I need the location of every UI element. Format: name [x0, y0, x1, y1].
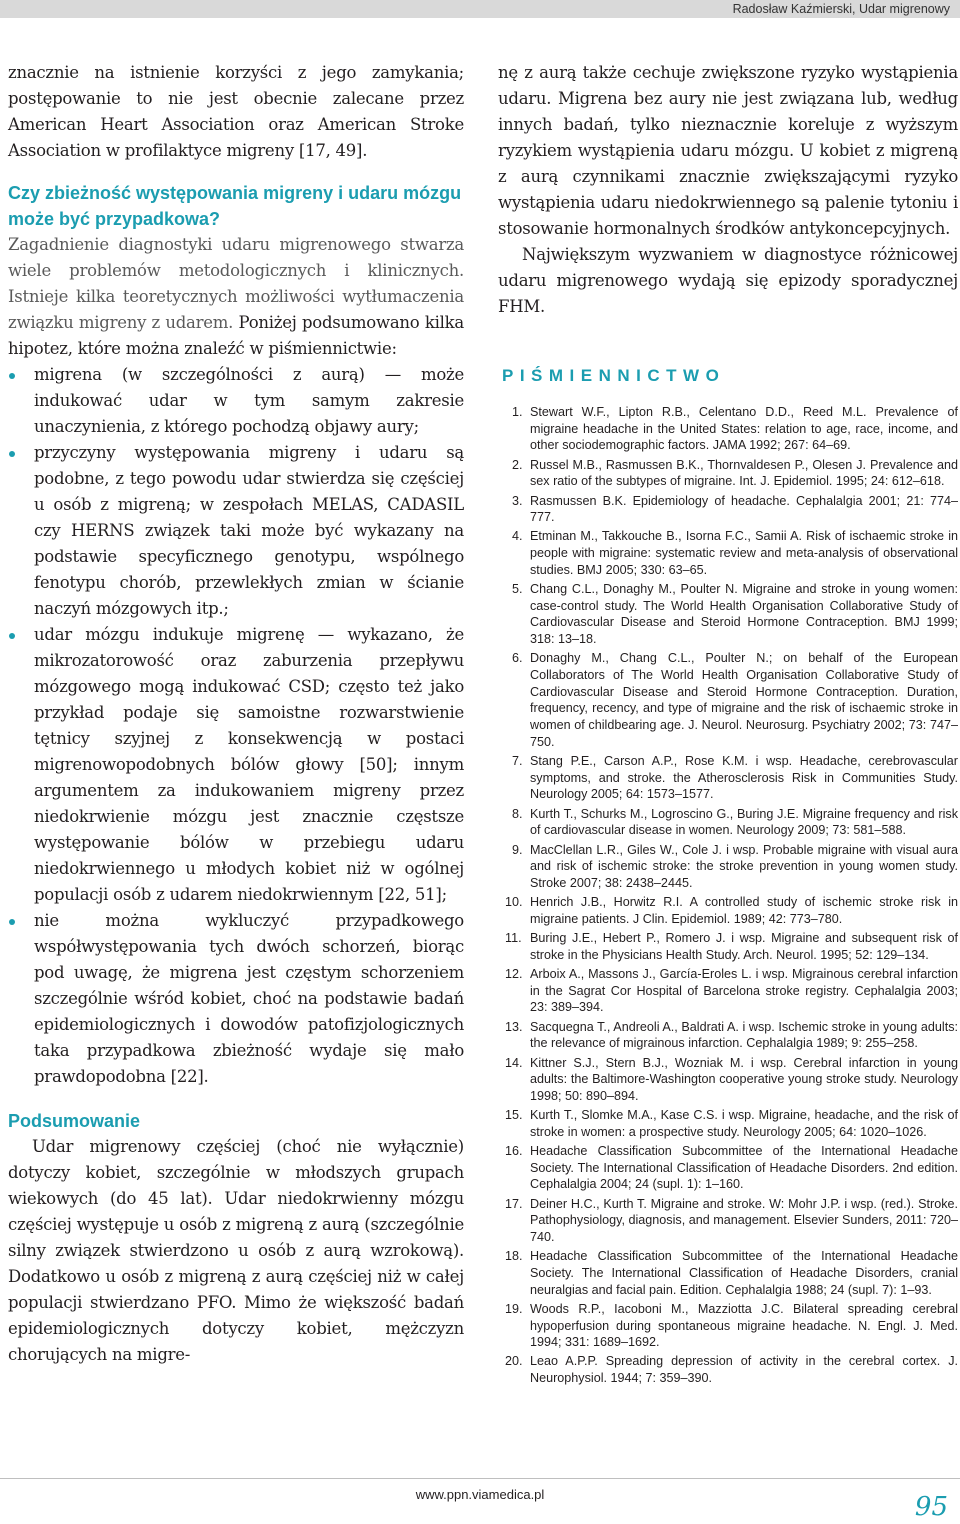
intro-paragraph: znacznie na istnienie korzyści z jego zamykania; postępowanie to nie jest obecnie zalecane przez American Heart Association oraz American Stroke Association w profilaktyce migreny [17, 49]. — [8, 63, 464, 160]
summary-paragraph: Udar migrenowy częściej (choć nie wyłącznie) dotyczy kobiet, szczególnie w młodszych grupach wiekowych (do 45 lat). Udar niedokrwienny mózgu częściej występuje u osób z migreną z aurą (szczególnie silny związek stwierdzono u osób z aurą wzrokową). Dodatkowo u osób z migreną z aurą częściej niż w całej populacji stwierdzano PFO. Mimo że większość badań epidemiologicznych dotyczy kobiet, mężczyzn chorujących na migre- — [8, 1137, 464, 1364]
reference-item: 20. Leao A.P.P. Spreading depression of activity in the cerebral cortex. J. Neurophysiol. 1944; 7: 359–390. — [505, 1354, 958, 1386]
page-number: 95 — [914, 1492, 948, 1522]
reference-item: 1. Stewart W.F., Lipton R.B., Celentano D.D., Reed M.L. Prevalence of migraine headache in the United States: relation to age, race, income, and other sociodemographic factors. JAMA 1992; 267: 64–69. — [512, 405, 958, 453]
reference-item: 11. Buring J.E., Hebert P., Romero J. i wsp. Migraine and subsequent risk of stroke in the Physicians Health Study. Arch. Neurol. 1995; 52: 129–134. — [505, 931, 958, 962]
list-item: udar mózgu indukuje migrenę — wykazano, że mikrozatorowość oraz zaburzenia przepływu mózgowego mogą indukować CSD; często też jako przykład podaje się samoistne rozwarstwienie tętnicy szyjnej z konsekwencją w postaci migrenowopodobnych bólów głowy [50]; innym argumentem za indukowaniem migreny przez niedokrwienie mózgu jest znacznie częstsze występowanie bólów w przebiegu udaru niedokrwiennego u młodych kobiet niż w ogólnej populacji osób z udarem niedokrwiennym [22, 51]; — [8, 622, 464, 908]
reference-item: 8. Kurth T., Schurks M., Logroscino G., Buring J.E. Migraine frequency and risk of cardiovascular disease in women. Neurology 2009; 73: 581–588. — [512, 806, 958, 838]
references-heading: PIŚMIENNICTWO — [502, 366, 726, 385]
reference-item: 2. Russel M.B., Rasmussen B.K., Thornvaldesen P., Olesen J. Prevalence and sex ratio of the subtypes of migraine. Int. J. Epidemiol. 1995; 24: 612–618. — [512, 457, 958, 489]
running-header: Radosław Kaźmierski, Udar migrenowy — [732, 2, 950, 16]
list-item: przyczyny występowania migreny i udaru są podobne, z tego powodu udar stwierdza się częściej u osób z migreną; w zespołach MELAS, CADASIL czy HERNS związek taki może być wykazany na podstawie specyficznego genotypu, wspólnego fenotypu chorób, przewlekłych zmian w ścianie naczyń mózgowych itp.; — [8, 440, 464, 622]
hypotheses-list — [8, 362, 464, 1090]
section-heading: Czy zbieżność występowania migreny i udaru mózgu może być przypadkowa? — [8, 183, 462, 229]
reference-item: 14. Kittner S.J., Stern B.J., Wozniak M. i wsp. Cerebral infarction in young adults: the Baltimore-Washington cooperative young stroke study. Neurology 1998; 50: 890–894. — [505, 1055, 958, 1103]
footer-divider — [0, 1478, 960, 1479]
reference-item: 19. Woods R.P., Iacoboni M., Mazziotta J.C. Bilateral spreading cerebral hypoperfusion during spontaneous migraine headache. N. Engl. J. Med. 1994; 331: 1689–1692. — [505, 1301, 958, 1350]
summary-heading: Podsumowanie — [8, 1111, 141, 1131]
reference-item: 15. Kurth T., Slomke M.A., Kase C.S. i wsp. Migraine, headache, and the risk of stroke in women: a prospective study. Neurology 2005; 64: 1020–1026. — [505, 1108, 958, 1139]
reference-item: 17. Deiner H.C., Kurth T. Migraine and stroke. W: Mohr J.P. i wsp. (red.). Stroke. Pathophysiology, diagnosis, and management. Elsevier Sunders, 2011: 720–740. — [505, 1196, 958, 1245]
reference-item: 3. Rasmussen B.K. Epidemiology of headache. Cephalalgia 2001; 21: 774–777. — [512, 493, 958, 525]
section-paragraph — [8, 232, 464, 362]
left-column — [8, 60, 464, 1368]
bullet-icon — [9, 451, 15, 457]
reference-item: 10. Henrich J.B., Horwitz R.I. A controlled study of ischemic stroke risk in migraine patients. J Clin. Epidemiol. 1989; 42: 773–780. — [505, 895, 958, 926]
continuation-paragraph: nę z aurą także cechuje zwiększone ryzyko wystąpienia udaru. Migrena bez aury nie jest związana lub, według innych badań, tylko nieznacznie koreluje z wyższym ryzykiem wystąpienia udaru mózgu. U kobiet z migreną z aurą czynnikami znacznie zwiększającymi ryzyko wystąpienia udaru niedokrwiennego są palenie tytoniu i stosowanie hormonalnych środków antykoncepcyjnych. — [498, 63, 958, 238]
list-item: nie można wykluczyć przypadkowego współwystępowania tych dwóch schorzeń, biorąc pod uwagę, że migrena jest częstym schorzeniem szczególnie wśród kobiet, choć na podstawie badań epidemiologicznych i dowodów patofizjologicznych taka przypadkowa zbieżność wydaje się mało prawdopodobna [22]. — [8, 908, 464, 1090]
reference-item: 16. Headache Classification Subcommittee of the International Headache Society. The International Classification of Headache Disorders. 2nd edition. Cephalalgia 2004; 24 (supl. 1): 1–160. — [505, 1144, 958, 1192]
final-paragraph: Największym wyzwaniem w diagnostyce różnicowej udaru migrenowego wydają się epizody sporadycznej FHM. — [498, 245, 958, 316]
references-list — [498, 404, 958, 1387]
reference-item: 7. Stang P.E., Carson A.P., Rose K.M. i wsp. Headache, cerebrovascular symptoms, and stroke. the Atherosclerosis Risk in Communities Study. Neurology 2005; 64: 1573–1577. — [512, 754, 958, 802]
reference-item: 12. Arboix A., Massons J., García-Eroles L. i wsp. Migrainous cerebral infarction in the Sagrat Cor Hospital of Barcelona stroke registry. Cephalalgia 2003; 23: 389–394. — [505, 967, 958, 1015]
list-item: migrena (w szczególności z aurą) — może indukować udar w tym samym zakresie unaczynienia, z którego pochodzą objawy aury; — [8, 362, 464, 440]
reference-item: 13. Sacquegna T., Andreoli A., Baldrati A. i wsp. Ischemic stroke in young adults: the relevance of migrainous infarction. Cephalalgia 1989; 9: 255–258. — [505, 1019, 958, 1051]
section-paragraph-gray: Zagadnienie diagnostyki udaru migrenowego stwarza wiele problemów metodologicznych i klinicznych. Istnieje kilka teoretycznych możliwości wytłumaczenia związku migreny z udarem. — [8, 235, 464, 332]
reference-item: 18. Headache Classification Subcommittee of the International Headache Society. The International Classification of Headache Disorders, cranial neuralgias and facial pain. Edition. Cephalalgia 1988; 24 (supl. 7): 1–93. — [505, 1249, 958, 1297]
right-column — [498, 60, 958, 1389]
reference-item: 9. MacClellan L.R., Giles W., Cole J. i wsp. Probable migraine with visual aura and risk of ischemic stroke: the stroke prevention in young women study. Stroke 2007; 38: 2438–2445. — [512, 842, 958, 890]
reference-item: 4. Etminan M., Takkouche B., Isorna F.C., Samii A. Risk of ischaemic stroke in people with migraine: systematic review and meta-analysis of observational studies. BMJ 2005; 330: 63–65. — [512, 529, 958, 577]
reference-item: 5. Chang C.L., Donaghy M., Poulter N. Migraine and stroke in young women: case-control study. The World Health Organisation Collaborative Study of Cardiovascular Disease and Steroid Hormone Contraception. BMJ 1999; 318: 13–18. — [512, 582, 958, 647]
footer-url[interactable]: www.ppn.viamedica.pl — [415, 1487, 545, 1502]
bullet-icon — [9, 633, 15, 639]
bullet-icon — [9, 919, 15, 925]
reference-item: 6. Donaghy M., Chang C.L., Poulter N.; on behalf of the European Collaborators of The World Health Organisation Collaborative Study of Cardiovascular Disease and Steroid Hormone Contraception. Duration, frequency, recency, and type of migraine and the risk of ischaemic stroke in women of childbearing age. J. Neurol. Neurosurg. Psychiatry 2002; 73: 747–750. — [512, 651, 958, 749]
section-paragraph-rest: Poniżej podsumowano kilka hipotez, które można znaleźć w piśmiennictwie: — [8, 313, 464, 358]
bullet-icon — [9, 373, 15, 379]
